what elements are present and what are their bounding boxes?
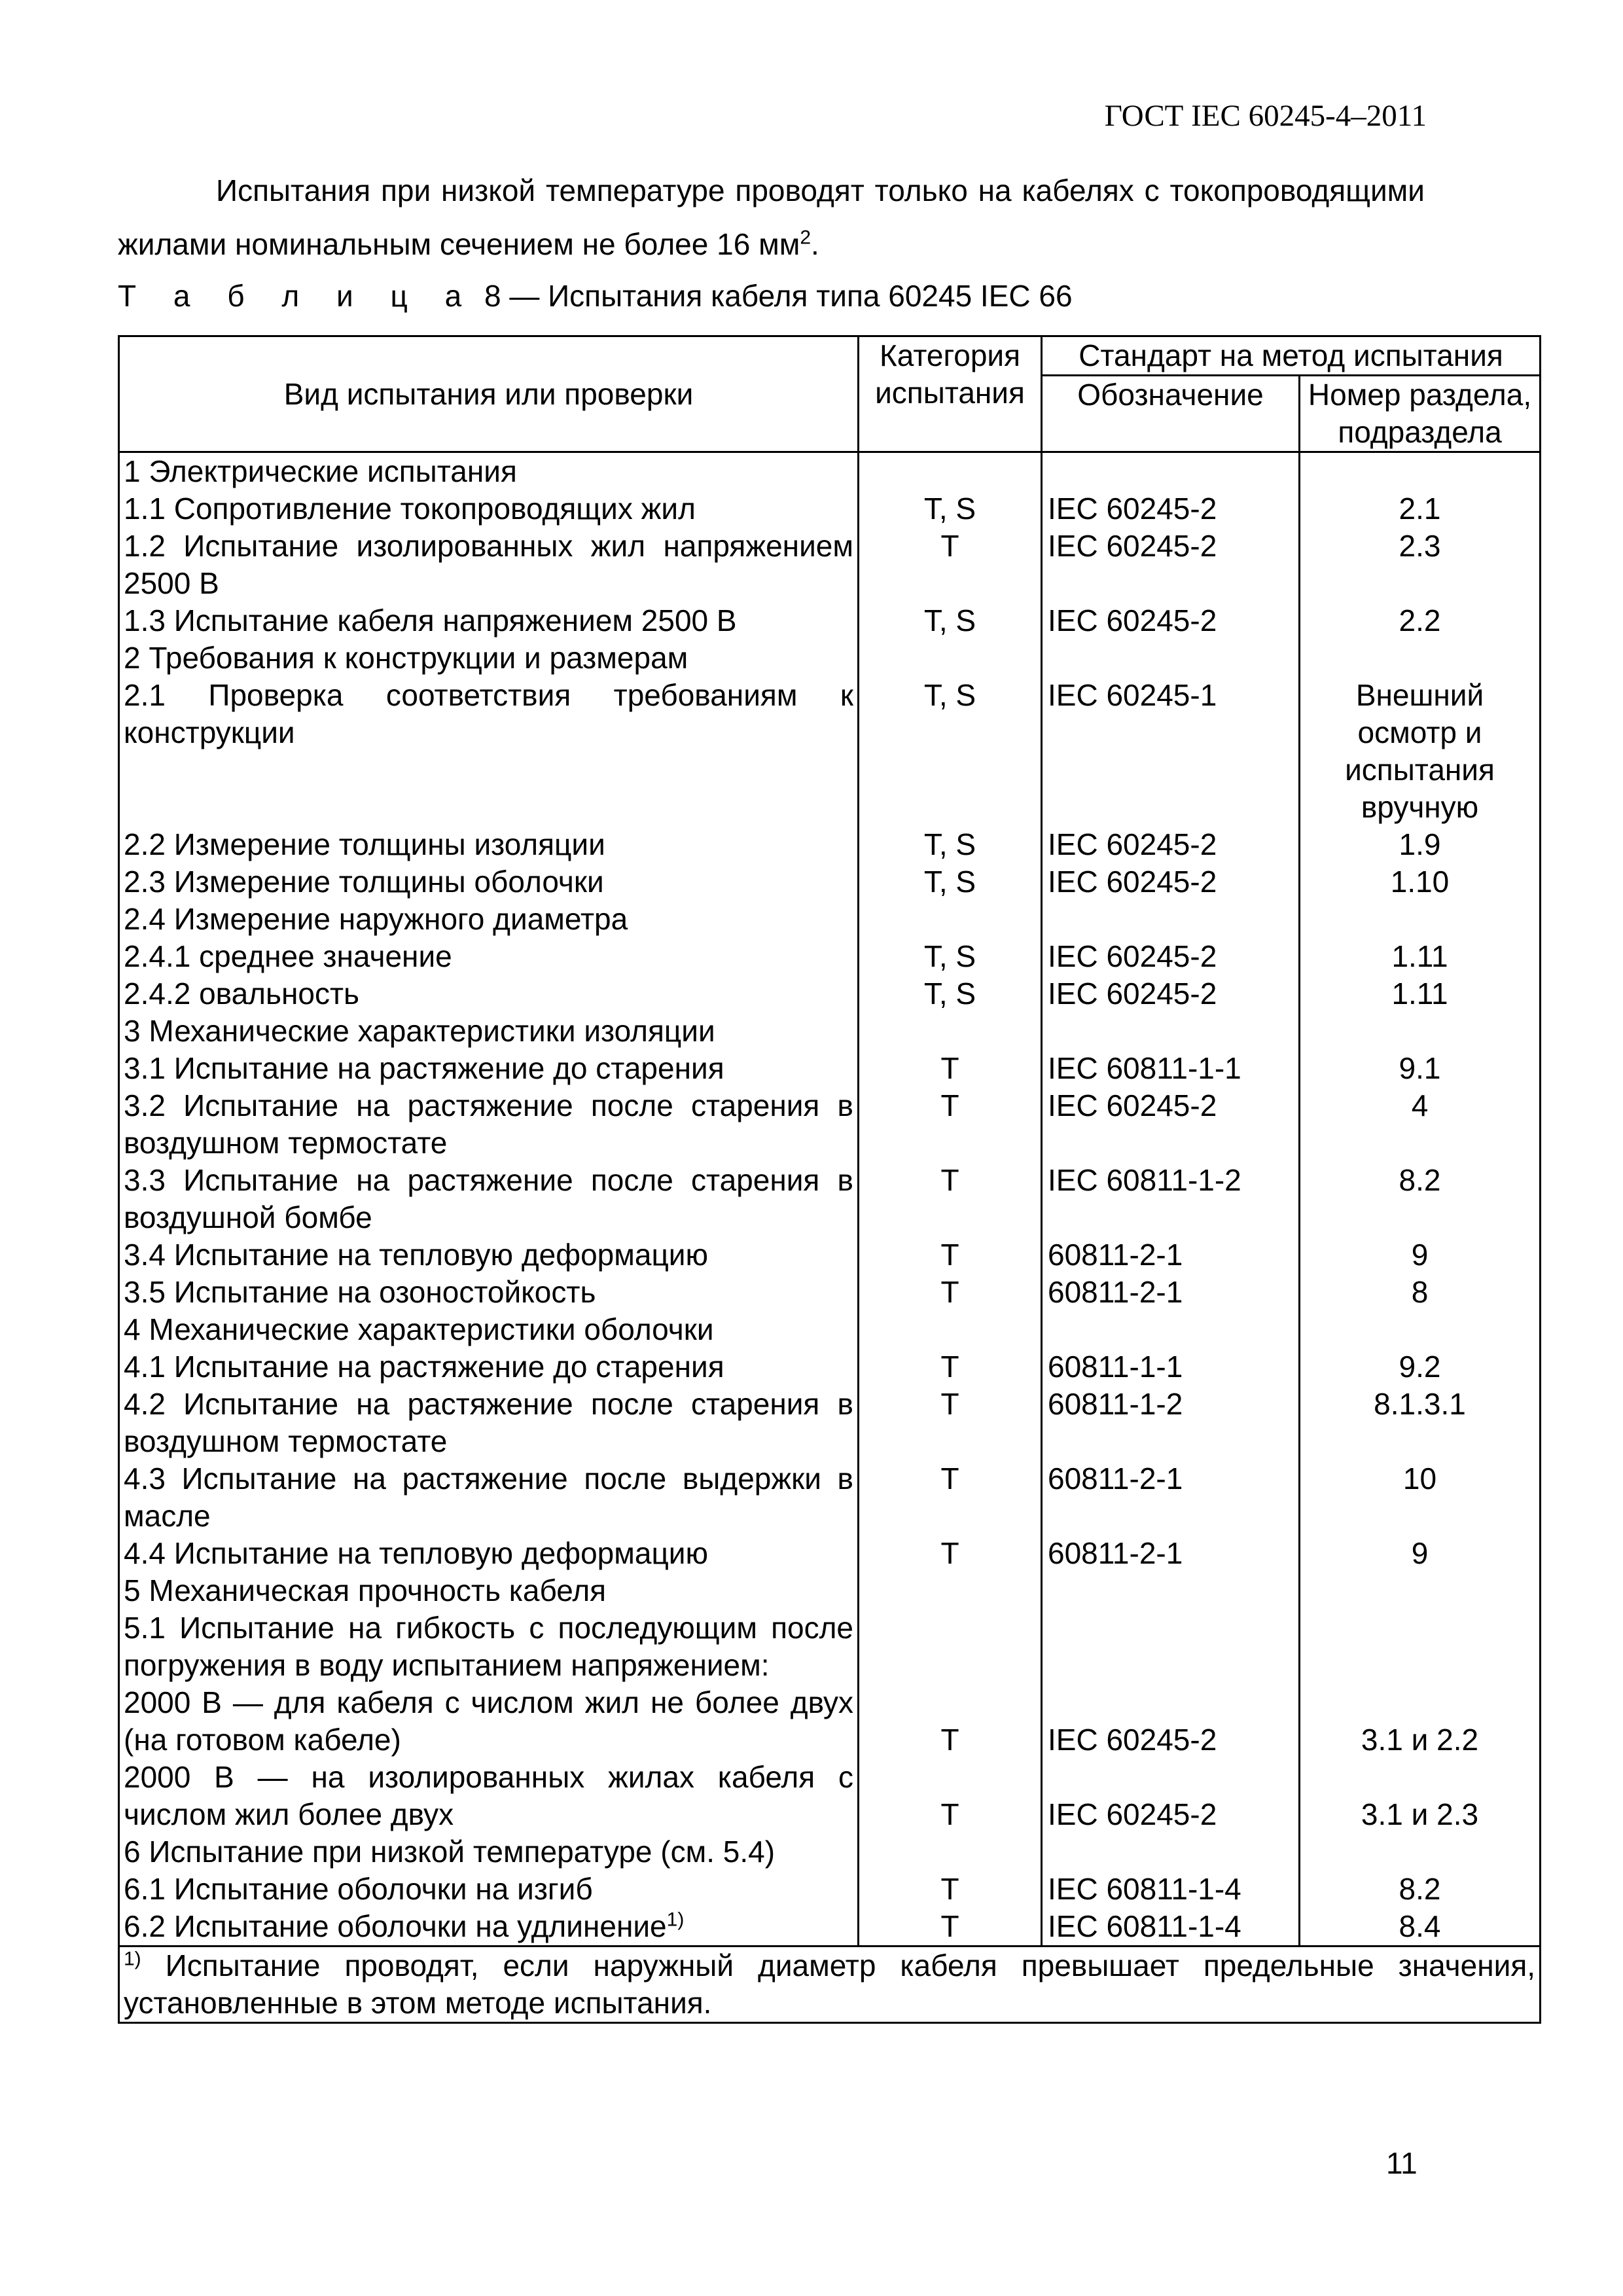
footnote-mark: 1) [124, 1948, 141, 1970]
section-cell [1300, 1759, 1541, 1833]
table-caption-text: 8 — Испытания кабеля типа 60245 IEC 66 [476, 279, 1073, 313]
category-cell [859, 826, 1042, 863]
table-row [119, 490, 1541, 528]
standard-cell-text: 60811-2-1 [1048, 1275, 1183, 1309]
section-cell-text: 3.1 и 2.2 [1361, 1723, 1479, 1757]
table-row [119, 1162, 1541, 1236]
category-cell [859, 602, 1042, 639]
test-name-cell-text: 2.1 Проверка соответствия требованиям к конструкции [124, 678, 853, 749]
table-caption [118, 278, 1073, 314]
test-name-cell [119, 826, 859, 863]
test-name-cell [119, 452, 859, 491]
section-cell-text: 8.4 [1399, 1909, 1441, 1943]
category-cell-text: T, S [923, 492, 976, 526]
category-cell [859, 1460, 1042, 1535]
test-name-cell-text: 5 Механическая прочность кабеля [124, 1573, 607, 1607]
category-cell [859, 452, 1042, 491]
standard-cell [1042, 826, 1300, 863]
test-name-cell-text: 5.1 Испытание на гибкость с последующим после погружения в воду испытанием напряжением: [124, 1611, 853, 1682]
table-row [119, 1535, 1541, 1572]
category-cell [859, 677, 1042, 826]
category-cell-text: T [940, 529, 959, 563]
table-row [119, 1386, 1541, 1460]
test-name-cell-text: 6.1 Испытание оболочки на изгиб [124, 1872, 593, 1906]
standard-cell-text: IEC 60245-2 [1048, 529, 1217, 563]
category-cell [859, 975, 1042, 1013]
test-name-cell [119, 677, 859, 826]
standard-cell-text: IEC 60245-2 [1048, 827, 1217, 861]
category-cell [859, 1684, 1042, 1759]
section-cell [1300, 1684, 1541, 1759]
category-cell [859, 1162, 1042, 1236]
table-row [119, 1311, 1541, 1348]
table-caption-prefix: Т а б л и ц а [118, 279, 476, 313]
test-name-cell [119, 1013, 859, 1050]
standard-cell [1042, 602, 1300, 639]
section-cell [1300, 1236, 1541, 1274]
test-name-cell-text: 3.4 Испытание на тепловую деформацию [124, 1238, 709, 1272]
test-name-cell [119, 1572, 859, 1609]
table-row [119, 1460, 1541, 1535]
table-row [119, 528, 1541, 602]
test-name-cell-text: 1 Электрические испытания [124, 454, 517, 488]
standard-cell [1042, 490, 1300, 528]
standard-cell [1042, 1460, 1300, 1535]
standard-cell-text: IEC 60245-2 [1048, 1797, 1217, 1831]
test-name-cell-text: 1.2 Испытание изолированных жил напряжением 2500 В [124, 529, 853, 600]
category-cell-text: T [940, 1275, 959, 1309]
test-name-cell [119, 1274, 859, 1311]
table-row [119, 639, 1541, 677]
standard-cell [1042, 1908, 1300, 1946]
table-row [119, 975, 1541, 1013]
section-cell [1300, 490, 1541, 528]
test-name-cell-text: 2.3 Измерение толщины оболочки [124, 865, 604, 899]
section-cell [1300, 1609, 1541, 1684]
category-cell [859, 1908, 1042, 1946]
category-cell-text: T [940, 1088, 959, 1122]
test-name-cell [119, 938, 859, 975]
table-row [119, 1236, 1541, 1274]
section-cell [1300, 1572, 1541, 1609]
page-number: 11 [1386, 2146, 1418, 2180]
standard-cell [1042, 1050, 1300, 1087]
test-name-cell-text: 4 Механические характеристики оболочки [124, 1312, 714, 1346]
table-row [119, 938, 1541, 975]
category-cell [859, 1386, 1042, 1460]
standard-cell [1042, 863, 1300, 901]
standard-cell [1042, 1535, 1300, 1572]
standard-cell [1042, 1087, 1300, 1162]
category-cell-text: T [940, 1350, 959, 1384]
test-name-cell-text: 6 Испытание при низкой температуре (см. 5.4) [124, 1835, 776, 1869]
table-row [119, 1050, 1541, 1087]
section-cell-text: Внешний осмотр и испытания вручную [1345, 678, 1495, 824]
test-name-cell-text: 2 Требования к конструкции и размерам [124, 641, 688, 675]
section-cell [1300, 452, 1541, 491]
test-name-cell-text: 2.4 Измерение наружного диаметра [124, 902, 628, 936]
section-cell [1300, 1050, 1541, 1087]
category-cell [859, 1759, 1042, 1833]
standard-cell-text: IEC 60811-1-2 [1048, 1163, 1241, 1197]
standard-cell-text: IEC 60245-2 [1048, 1723, 1217, 1757]
table-row [119, 1759, 1541, 1833]
category-cell [859, 528, 1042, 602]
test-name-cell-text: 1.3 Испытание кабеля напряжением 2500 В [124, 603, 737, 637]
category-cell-text: T [940, 1051, 959, 1085]
standard-cell [1042, 975, 1300, 1013]
category-cell [859, 1236, 1042, 1274]
standard-cell [1042, 1274, 1300, 1311]
standard-cell [1042, 1759, 1300, 1833]
standard-cell [1042, 1013, 1300, 1050]
section-cell-text: 8.2 [1399, 1163, 1441, 1197]
header-test-type: Вид испытания или проверки [119, 336, 859, 452]
section-cell-text: 8 [1411, 1275, 1429, 1309]
section-cell [1300, 1386, 1541, 1460]
standard-cell [1042, 1311, 1300, 1348]
section-cell [1300, 826, 1541, 863]
test-name-cell-text: 4.4 Испытание на тепловую деформацию [124, 1536, 709, 1570]
test-name-cell [119, 1535, 859, 1572]
test-name-cell-text: 4.1 Испытание на растяжение до старения [124, 1350, 724, 1384]
standard-cell-text: IEC 60245-2 [1048, 1088, 1217, 1122]
intro-paragraph [118, 164, 1425, 271]
section-cell-text: 10 [1402, 1462, 1437, 1496]
standard-cell-text: 60811-1-1 [1048, 1350, 1183, 1384]
footnote-text: Испытание проводят, если наружный диаметр кабеля превышает предельные значения, установленные в этом методе испытания. [124, 1948, 1536, 2020]
test-name-cell [119, 1908, 859, 1946]
intro-text: Испытания при низкой температуре проводят только на кабелях с токопроводящими жилами номинальным сечением не более 16 мм [118, 173, 1425, 261]
test-name-cell-text: 3.5 Испытание на озоностойкость [124, 1275, 596, 1309]
section-cell [1300, 639, 1541, 677]
section-cell-text: 1.10 [1390, 865, 1450, 899]
standard-cell [1042, 1609, 1300, 1684]
test-name-cell-text: 6.2 Испытание оболочки на удлинение [124, 1909, 667, 1943]
test-name-cell [119, 1311, 859, 1348]
section-cell-text: 9 [1411, 1238, 1429, 1272]
category-cell-text: T, S [923, 865, 976, 899]
section-cell [1300, 1908, 1541, 1946]
section-cell-text: 2.3 [1399, 529, 1441, 563]
section-cell [1300, 528, 1541, 602]
category-cell [859, 1348, 1042, 1386]
category-cell [859, 1274, 1042, 1311]
test-name-cell-text: 3 Механические характеристики изоляции [124, 1014, 715, 1048]
table-row [119, 452, 1541, 491]
section-cell-text: 2.1 [1399, 492, 1441, 526]
category-cell [859, 1572, 1042, 1609]
section-cell-text: 1.11 [1391, 939, 1448, 973]
table-row [119, 863, 1541, 901]
table-row [119, 1684, 1541, 1759]
test-name-cell [119, 1759, 859, 1833]
category-cell-text: T, S [923, 977, 976, 1011]
section-cell-text: 8.1.3.1 [1374, 1387, 1466, 1421]
test-name-cell-text: 3.3 Испытание на растяжение после старения в воздушной бомбе [124, 1163, 853, 1234]
section-cell-text: 9.2 [1399, 1350, 1441, 1384]
category-cell [859, 1311, 1042, 1348]
section-cell [1300, 1535, 1541, 1572]
standard-cell-text: IEC 60811-1-4 [1048, 1909, 1241, 1943]
table-row [119, 602, 1541, 639]
section-cell-text: 4 [1411, 1088, 1429, 1122]
standard-cell-text: IEC 60245-1 [1048, 678, 1217, 712]
table-row [119, 1013, 1541, 1050]
test-name-cell-text: 2.4.1 среднее значение [124, 939, 452, 973]
section-cell-text: 1.11 [1391, 977, 1448, 1011]
section-cell [1300, 1311, 1541, 1348]
footnote-reference: 1) [666, 1909, 685, 1931]
test-name-cell [119, 639, 859, 677]
intro-ending: . [811, 227, 819, 261]
table-row [119, 677, 1541, 826]
standard-cell [1042, 1236, 1300, 1274]
standard-cell-text: IEC 60811-1-1 [1048, 1051, 1241, 1085]
category-cell-text: T [940, 1909, 959, 1943]
test-name-cell-text: 1.1 Сопротивление токопроводящих жил [124, 492, 696, 526]
test-name-cell [119, 1833, 859, 1871]
category-cell-text: T, S [923, 678, 976, 712]
standard-cell [1042, 1348, 1300, 1386]
table-row [119, 1274, 1541, 1311]
category-cell [859, 1087, 1042, 1162]
section-cell-text: 2.2 [1399, 603, 1441, 637]
section-cell-text: 1.9 [1399, 827, 1441, 861]
category-cell-text: T, S [923, 827, 976, 861]
standard-cell [1042, 901, 1300, 938]
standard-cell [1042, 528, 1300, 602]
category-cell [859, 1871, 1042, 1908]
test-name-cell [119, 490, 859, 528]
standard-cell-text: IEC 60245-2 [1048, 603, 1217, 637]
test-name-cell [119, 1087, 859, 1162]
header-method-standard: Стандарт на метод испытания [1042, 336, 1541, 376]
standard-cell-text: IEC 60245-2 [1048, 939, 1217, 973]
category-cell [859, 1535, 1042, 1572]
section-cell [1300, 975, 1541, 1013]
standard-cell-text: IEC 60245-2 [1048, 492, 1217, 526]
table-row [119, 901, 1541, 938]
test-name-cell [119, 863, 859, 901]
test-name-cell [119, 1162, 859, 1236]
category-cell [859, 1833, 1042, 1871]
standard-cell [1042, 452, 1300, 491]
section-cell-text: 3.1 и 2.3 [1361, 1797, 1479, 1831]
standard-cell-text: 60811-1-2 [1048, 1387, 1183, 1421]
test-name-cell [119, 1236, 859, 1274]
category-cell [859, 901, 1042, 938]
section-cell [1300, 1274, 1541, 1311]
intro-superscript: 2 [800, 226, 812, 249]
test-name-cell-text: 4.3 Испытание на растяжение после выдержки в масле [124, 1462, 853, 1533]
test-name-cell-text: 4.2 Испытание на растяжение после старения в воздушном термостате [124, 1387, 853, 1458]
standard-cell [1042, 1833, 1300, 1871]
category-cell [859, 1013, 1042, 1050]
category-cell-text: T [940, 1462, 959, 1496]
standard-cell [1042, 639, 1300, 677]
standard-cell [1042, 1684, 1300, 1759]
category-cell-text: T [940, 1387, 959, 1421]
category-cell [859, 1609, 1042, 1684]
tests-table [118, 335, 1541, 2024]
table-row [119, 1609, 1541, 1684]
category-cell [859, 863, 1042, 901]
section-cell [1300, 1833, 1541, 1871]
section-cell-text: 9 [1411, 1536, 1429, 1570]
table-row [119, 1871, 1541, 1908]
standard-cell [1042, 677, 1300, 826]
category-cell [859, 938, 1042, 975]
category-cell-text: T, S [923, 603, 976, 637]
category-cell [859, 639, 1042, 677]
standard-cell-text: 60811-2-1 [1048, 1536, 1183, 1570]
category-cell-text: T [940, 1723, 959, 1757]
header-category: Категория испытания [859, 336, 1042, 452]
table-row [119, 1572, 1541, 1609]
table-footnote [119, 1946, 1541, 2023]
standard-cell-text: IEC 60811-1-4 [1048, 1872, 1241, 1906]
section-cell [1300, 1013, 1541, 1050]
test-name-cell [119, 1460, 859, 1535]
test-name-cell-text: 3.2 Испытание на растяжение после старения в воздушном термостате [124, 1088, 853, 1160]
section-cell-text: 9.1 [1399, 1051, 1441, 1085]
test-name-cell [119, 602, 859, 639]
test-name-cell [119, 1348, 859, 1386]
test-name-cell [119, 1684, 859, 1759]
test-name-cell-text: 2000 В — для кабеля с числом жил не более двух (на готовом кабеле) [124, 1685, 853, 1757]
test-name-cell [119, 1871, 859, 1908]
standard-cell [1042, 938, 1300, 975]
test-name-cell [119, 1050, 859, 1087]
category-cell-text: T [940, 1797, 959, 1831]
test-name-cell-text: 2.4.2 овальность [124, 977, 360, 1011]
document-designation: ГОСТ IEC 60245-4–2011 [1104, 99, 1427, 133]
category-cell-text: T [940, 1238, 959, 1272]
test-name-cell-text: 2.2 Измерение толщины изоляции [124, 827, 605, 861]
test-name-cell [119, 528, 859, 602]
standard-cell [1042, 1871, 1300, 1908]
table-row [119, 1087, 1541, 1162]
section-cell [1300, 1348, 1541, 1386]
test-name-cell [119, 1386, 859, 1460]
section-cell [1300, 863, 1541, 901]
standard-cell [1042, 1386, 1300, 1460]
table-body [119, 452, 1541, 1946]
category-cell-text: T [940, 1536, 959, 1570]
standard-cell-text: 60811-2-1 [1048, 1238, 1183, 1272]
section-cell [1300, 938, 1541, 975]
section-cell [1300, 1162, 1541, 1236]
section-cell [1300, 1871, 1541, 1908]
table-row [119, 1833, 1541, 1871]
section-cell [1300, 901, 1541, 938]
header-designation: Обозначение [1042, 376, 1300, 452]
table-row [119, 826, 1541, 863]
standard-cell-text: 60811-2-1 [1048, 1462, 1183, 1496]
category-cell-text: T, S [923, 939, 976, 973]
section-cell [1300, 677, 1541, 826]
standard-cell-text: IEC 60245-2 [1048, 865, 1217, 899]
section-cell [1300, 1460, 1541, 1535]
category-cell-text: T [940, 1163, 959, 1197]
category-cell [859, 1050, 1042, 1087]
standard-cell [1042, 1572, 1300, 1609]
header-section: Номер раздела, подраздела [1300, 376, 1541, 452]
test-name-cell-text: 3.1 Испытание на растяжение до старения [124, 1051, 724, 1085]
table-row [119, 1908, 1541, 1946]
test-name-cell-text: 2000 В — на изолированных жилах кабеля с числом жил более двух [124, 1760, 853, 1831]
table-row [119, 1348, 1541, 1386]
section-cell-text: 8.2 [1399, 1872, 1441, 1906]
section-cell [1300, 1087, 1541, 1162]
test-name-cell [119, 901, 859, 938]
category-cell [859, 490, 1042, 528]
test-name-cell [119, 975, 859, 1013]
section-cell [1300, 602, 1541, 639]
test-name-cell [119, 1609, 859, 1684]
standard-cell-text: IEC 60245-2 [1048, 977, 1217, 1011]
standard-cell [1042, 1162, 1300, 1236]
category-cell-text: T [940, 1872, 959, 1906]
